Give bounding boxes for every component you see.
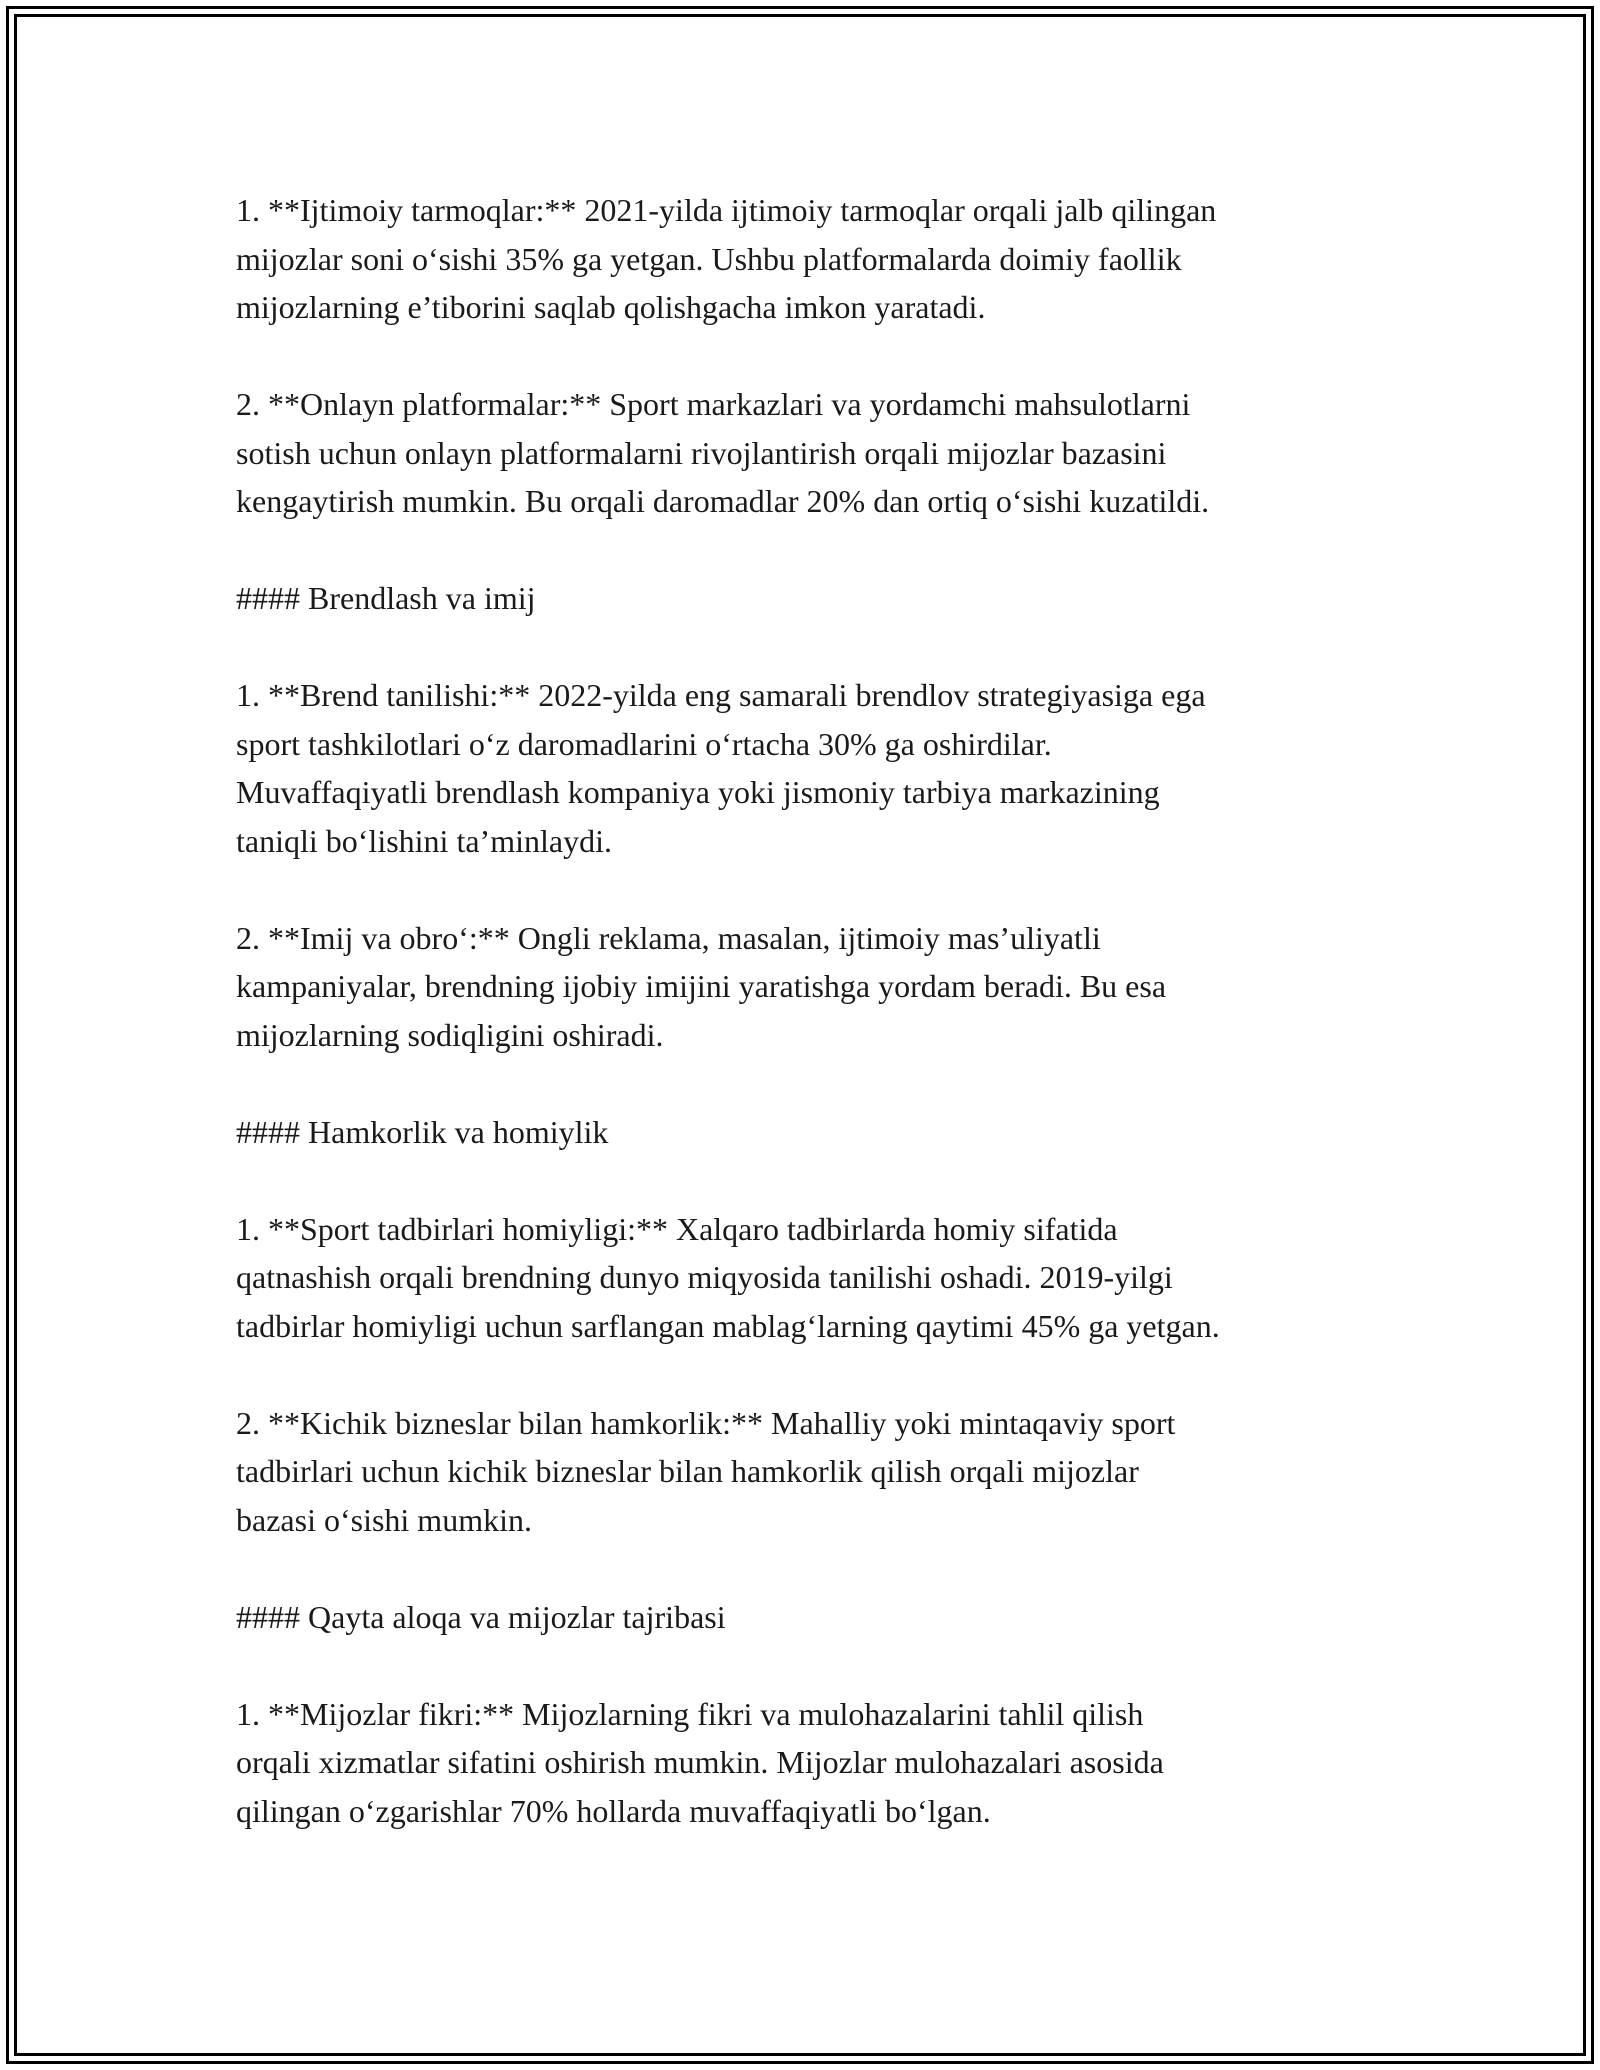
text-line: sotish uchun onlayn platformalarni rivojlantirish orqali mijozlar bazasini	[236, 434, 1167, 471]
paragraph	[236, 1690, 1376, 1836]
text-line: 2. **Imij va obro‘:** Ongli reklama, masalan, ijtimoiy mas’uliyatli	[236, 919, 1101, 956]
text-line: #### Qayta aloqa va mijozlar tajribasi	[236, 1598, 726, 1635]
section-heading	[236, 1593, 1376, 1642]
paragraph	[236, 186, 1376, 332]
text-line: kengaytirish mumkin. Bu orqali daromadlar 20% dan ortiq o‘sishi kuzatildi.	[236, 483, 1210, 519]
text-line: Muvaffaqiyatli brendlash kompaniya yoki jismoniy tarbiya markazining	[236, 774, 1160, 810]
text-line: 2. **Onlayn platformalar:** Sport markazlari va yordamchi mahsulotlarni	[236, 386, 1191, 422]
text-line: taniqli bo‘lishini ta’minlaydi.	[236, 822, 612, 859]
paragraph	[236, 380, 1376, 526]
text-line: mijozlarning sodiqligini oshiradi.	[236, 1016, 664, 1053]
paragraph	[236, 671, 1376, 865]
text-line: #### Hamkorlik va homiylik	[236, 1113, 609, 1150]
text-line: tadbirlar homiyligi uchun sarflangan mablag‘larning qaytimi 45% ga yetgan.	[236, 1307, 1220, 1344]
text-line: 1. **Brend tanilishi:** 2022-yilda eng samarali brendlov strategiyasiga ega	[236, 677, 1206, 713]
paragraph	[236, 914, 1376, 1060]
text-line: 1. **Ijtimoiy tarmoqlar:** 2021-yilda ijtimoiy tarmoqlar orqali jalb qilingan	[236, 192, 1217, 228]
text-line: 1. **Mijozlar fikri:** Mijozlarning fikri va mulohazalarini tahlil qilish	[236, 1695, 1144, 1732]
text-line: qatnashish orqali brendning dunyo miqyosida tanilishi oshadi. 2019-yilgi	[236, 1259, 1173, 1295]
text-line: 1. **Sport tadbirlari homiyligi:** Xalqaro tadbirlarda homiy sifatida	[236, 1210, 1118, 1247]
text-line: orqali xizmatlar sifatini oshirish mumkin. Mijozlar mulohazalari asosida	[236, 1744, 1164, 1780]
text-line: kampaniyalar, brendning ijobiy imijini yaratishga yordam beradi. Bu esa	[236, 968, 1167, 1004]
text-line: 2. **Kichik bizneslar bilan hamkorlik:** Mahalliy yoki mintaqaviy sport	[236, 1404, 1176, 1441]
document-body	[236, 186, 1376, 1835]
text-line: bazasi o‘sishi mumkin.	[236, 1501, 532, 1538]
paragraph	[236, 1399, 1376, 1545]
text-line: qilingan o‘zgarishlar 70% hollarda muvaffaqiyatli bo‘lgan.	[236, 1792, 991, 1829]
text-line: #### Brendlash va imij	[236, 580, 536, 616]
text-line: mijozlar soni o‘sishi 35% ga yetgan. Ushbu platformalarda doimiy faollik	[236, 240, 1182, 277]
text-line: sport tashkilotlari o‘z daromadlarini o‘rtacha 30% ga oshirdilar.	[236, 725, 1052, 762]
section-heading	[236, 1108, 1376, 1157]
section-heading	[236, 574, 1376, 623]
paragraph	[236, 1205, 1376, 1351]
text-line: mijozlarning e’tiborini saqlab qolishgacha imkon yaratadi.	[236, 289, 986, 325]
text-line: tadbirlari uchun kichik bizneslar bilan hamkorlik qilish orqali mijozlar	[236, 1453, 1139, 1489]
